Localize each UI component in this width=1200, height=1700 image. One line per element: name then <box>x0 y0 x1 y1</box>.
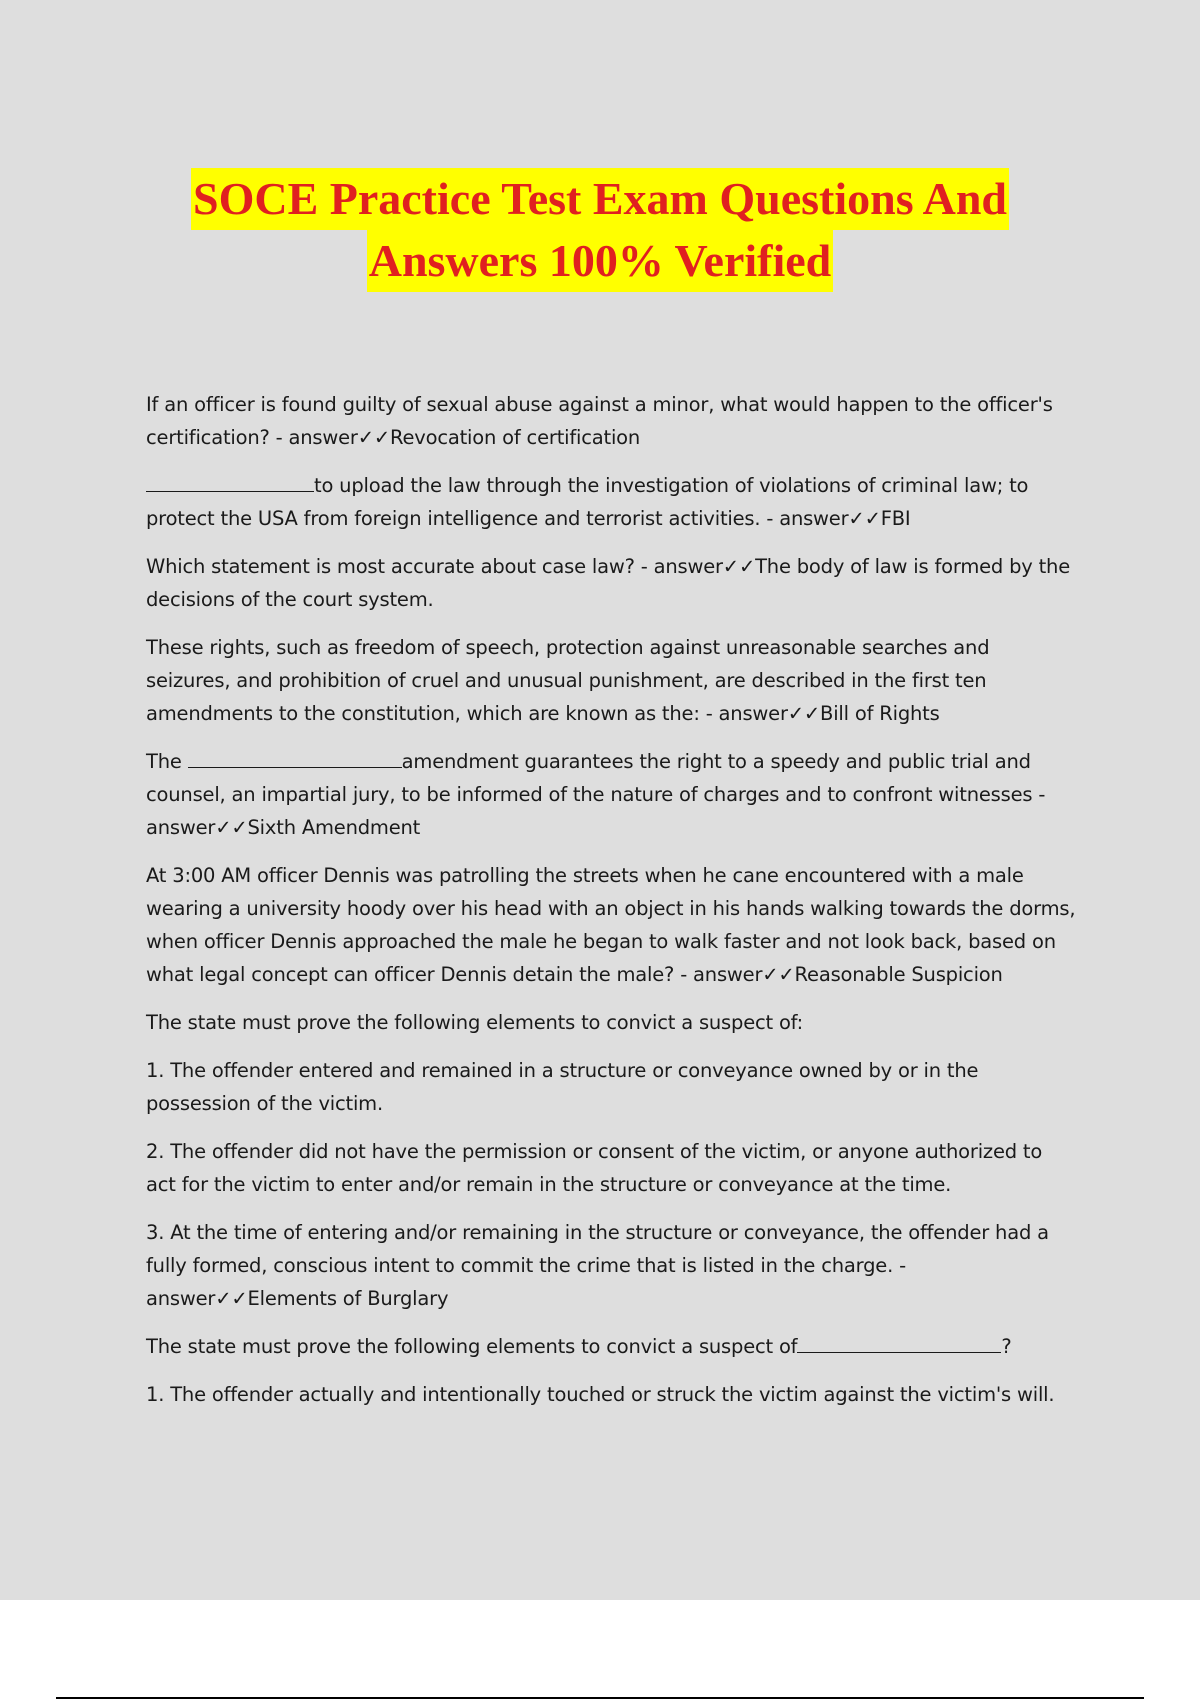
qa-paragraph <box>146 1330 1076 1363</box>
qa-paragraph: 2. The offender did not have the permission or consent of the victim, or anyone authorized to act for the victim to enter and/or remain in the structure or conveyance at the time. <box>146 1140 1043 1196</box>
qa-content <box>146 388 1076 1426</box>
footer-divider <box>56 1697 1144 1699</box>
qa-paragraph: 3. At the time of entering and/or remaining in the structure or conveyance, the offender had a fully formed, conscious intent to commit the crime that is listed in the charge. - answer✓✓Elements of Burglary <box>146 1221 1049 1310</box>
title-line-1: SOCE Practice Test Exam Questions And <box>191 168 1009 230</box>
qa-text: The <box>146 750 188 773</box>
page-title <box>0 168 1200 292</box>
qa-paragraph: Which statement is most accurate about case law? - answer✓✓The body of law is formed by the decisions of the court system. <box>146 555 1071 611</box>
fill-in-blank <box>797 1332 1001 1353</box>
qa-paragraph <box>146 469 1076 535</box>
fill-in-blank <box>188 747 402 768</box>
fill-in-blank <box>146 471 314 492</box>
qa-text: The state must prove the following elements to convict a suspect of <box>146 1335 798 1358</box>
qa-paragraph: The state must prove the following elements to convict a suspect of: <box>146 1011 804 1034</box>
qa-paragraph: 1. The offender entered and remained in a structure or conveyance owned by or in the possession of the victim. <box>146 1059 979 1115</box>
qa-text: ? <box>1001 1335 1012 1358</box>
qa-paragraph: These rights, such as freedom of speech, protection against unreasonable searches and seizures, and prohibition of cruel and unusual punishment, are described in the first ten amendments to the constitution, which are known as the: - answer✓✓Bill of Rights <box>146 636 990 725</box>
qa-paragraph: 1. The offender actually and intentionally touched or struck the victim against the victim's will. <box>146 1383 1055 1406</box>
qa-text: to upload the law through the investigation of violations of criminal law; to protect the USA from foreign intelligence and terrorist activities. - answer✓✓FBI <box>146 474 1029 530</box>
qa-paragraph: If an officer is found guilty of sexual abuse against a minor, what would happen to the officer's certification? - answer✓✓Revocation of certification <box>146 393 1053 449</box>
qa-paragraph <box>146 745 1076 844</box>
qa-paragraph: At 3:00 AM officer Dennis was patrolling the streets when he cane encountered with a male wearing a university hoody over his head with an object in his hands walking towards the dorms, when officer Dennis approached the male he began to walk faster and not look back, based on what legal concept can officer Dennis detain the male? - answer✓✓Reasonable Suspicion <box>146 864 1076 986</box>
qa-text: amendment guarantees the right to a speedy and public trial and counsel, an impartial jury, to be informed of the nature of charges and to confront witnesses - answer✓✓Sixth Amendment <box>146 750 1046 839</box>
title-line-2: Answers 100% Verified <box>367 230 834 292</box>
